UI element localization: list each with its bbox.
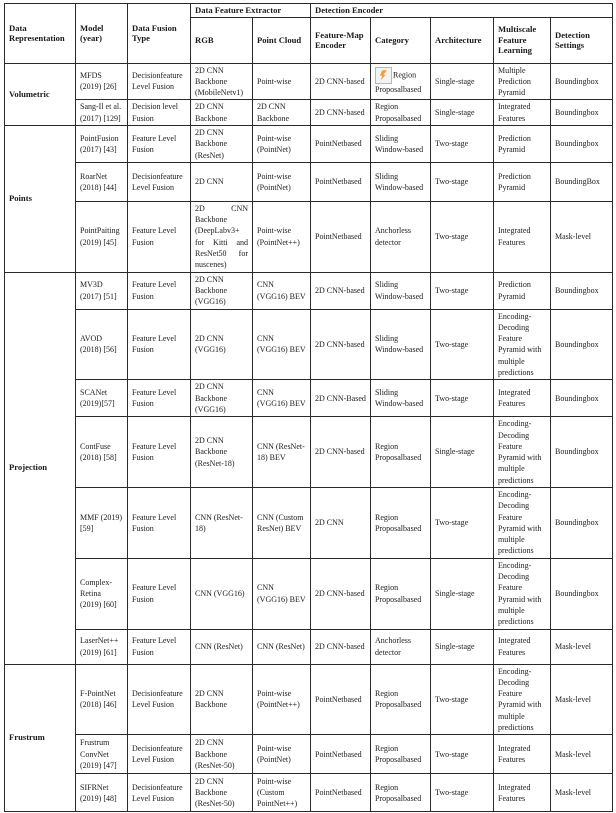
detection-settings-cell: Boundingbox [551,125,613,162]
multiscale-cell: Encoding-Decoding Feature Pyramid with multiple predictions [494,488,551,559]
fusion-cell: Decision level Fusion [128,100,191,126]
fusion-cell: Feature Level Fusion [128,417,191,488]
architecture-cell: Two-stage [431,272,494,309]
multiscale-cell: Integrated Features [494,201,551,272]
category-cell: Anchorless detector [371,201,431,272]
model-cell: LaserNet++ (2019) [61] [76,629,128,664]
category-cell: Region Proposalbased [371,488,431,559]
rgb-cell: 2D CNN [191,162,253,201]
category-cell: Anchorless detector [371,629,431,664]
rgb-cell: 2D CNN Backbone (ResNet-50) [191,735,253,774]
model-cell: Sang-Il et al. (2017) [129] [76,100,128,126]
fusion-cell: Feature Level Fusion [128,309,191,380]
model-cell: PointPaiting (2019) [45] [76,201,128,272]
architecture-cell: Two-stage [431,201,494,272]
point-cloud-cell: CNN (VGG16) BEV [253,272,311,309]
detection-settings-cell: Mask-level [551,664,613,735]
feature-map-encoder-cell: PointNetbased [311,664,371,735]
header-rgb: RGB [191,17,253,63]
header-architecture: Architecture [431,17,494,63]
point-cloud-cell: 2D CNN Backbone [253,100,311,126]
detection-settings-cell: Mask-level [551,735,613,774]
feature-map-encoder-cell: 2D CNN-based [311,309,371,380]
rgb-cell: 2D CNN Backbone (VGG16) [191,272,253,309]
multiscale-cell: Encoding-Decoding Feature Pyramid with multiple predictions [494,309,551,380]
multiscale-cell: Encoding-Decoding Feature Pyramid with multiple predictions [494,664,551,735]
header-detection-encoder: Detection Encoder [311,4,613,18]
architecture-cell: Single-stage [431,100,494,126]
detection-settings-cell: Boundingbox [551,100,613,126]
rgb-cell: 2D CNN Backbone (ResNet) [191,125,253,162]
point-cloud-cell: Point-wise [253,63,311,100]
detection-settings-cell: Boundingbox [551,63,613,100]
architecture-cell: Two-stage [431,774,494,812]
header-data-fusion-type: Data Fusion Type [128,4,191,64]
header-feature-map-encoder: Feature-Map Encoder [311,17,371,63]
category-cell: Region Proposalbased [371,558,431,629]
feature-map-encoder-cell: 2D CNN-based [311,100,371,126]
rgb-cell: 2D CNN Backbone (VGG16) [191,380,253,417]
category-cell: Sliding Window-based [371,272,431,309]
category-text: Region Proposalbased [375,70,422,95]
detection-settings-cell: Mask-level [551,629,613,664]
point-cloud-cell: Point-wise (Custom PointNet++) [253,774,311,812]
model-cell: SIFRNet (2019) [48] [76,774,128,812]
fusion-methods-table [4,3,613,812]
group-label: Projection [5,272,76,664]
fusion-cell: Decisionfeature Level Fusion [128,774,191,812]
model-cell: SCANet (2019)[57] [76,380,128,417]
multiscale-cell: Encoding-Decoding Feature Pyramid with multiple predictions [494,558,551,629]
fusion-cell: Feature Level Fusion [128,380,191,417]
multiscale-cell: Encoding-Decoding Feature Pyramid with multiple predictions [494,417,551,488]
feature-map-encoder-cell: PointNetbased [311,774,371,812]
category-cell: Sliding Window-based [371,309,431,380]
point-cloud-cell: Point-wise (PointNet) [253,125,311,162]
point-cloud-cell: CNN (ResNet) [253,629,311,664]
model-cell: ContFuse (2018) [58] [76,417,128,488]
feature-map-encoder-cell: 2D CNN-based [311,63,371,100]
feature-map-encoder-cell: PointNetbased [311,125,371,162]
header-multiscale: Multiscale Feature Learning [494,17,551,63]
fusion-cell: Decisionfeature Level Fusion [128,63,191,100]
header-data-feature-extractor: Data Feature Extractor [191,4,311,18]
category-cell: Region Proposalbased [371,417,431,488]
model-cell: MFDS (2019) [26] [76,63,128,100]
fusion-cell: Decisionfeature Level Fusion [128,664,191,735]
fusion-cell: Feature Level Fusion [128,629,191,664]
header-detection-settings: Detection Settings [551,17,613,63]
multiscale-cell: Prediction Pyramid [494,272,551,309]
rgb-cell: 2D CNN Backbone (MobileNetv1) [191,63,253,100]
detection-settings-cell: Boundingbox [551,272,613,309]
group-label: Frustrum [5,664,76,812]
architecture-cell: Single-stage [431,63,494,100]
feature-map-encoder-cell: 2D CNN-based [311,629,371,664]
point-cloud-cell: CNN (Custom ResNet) BEV [253,488,311,559]
multiscale-cell: Integrated Features [494,629,551,664]
multiscale-cell: Integrated Features [494,380,551,417]
architecture-cell: Two-stage [431,380,494,417]
point-cloud-cell: CNN (VGG16) BEV [253,380,311,417]
point-cloud-cell: CNN (VGG16) BEV [253,309,311,380]
header-data-representation: Data Representation [5,4,76,64]
feature-map-encoder-cell: 2D CNN-based [311,558,371,629]
rgb-cell: CNN (VGG16) [191,558,253,629]
fusion-cell: Feature Level Fusion [128,558,191,629]
point-cloud-cell: Point-wise (PointNet++) [253,664,311,735]
category-cell [371,63,431,100]
feature-map-encoder-cell: 2D CNN-based [311,272,371,309]
category-cell: Sliding Window-based [371,162,431,201]
feature-map-encoder-cell: PointNetbased [311,201,371,272]
rgb-cell: CNN (ResNet) [191,629,253,664]
detection-settings-cell: Boundingbox [551,417,613,488]
architecture-cell: Two-stage [431,162,494,201]
point-cloud-cell: CNN (ResNet-18) BEV [253,417,311,488]
architecture-cell: Single-stage [431,629,494,664]
multiscale-cell: Integrated Features [494,100,551,126]
detection-settings-cell: Boundingbox [551,380,613,417]
point-cloud-cell: Point-wise (PointNet) [253,735,311,774]
rgb-cell: 2D CNN Backbone (ResNet-18) [191,417,253,488]
model-cell: RoarNet (2018) [44] [76,162,128,201]
rgb-cell: 2D CNN (VGG16) [191,309,253,380]
architecture-cell: Two-stage [431,125,494,162]
category-cell: Region Proposalbased [371,735,431,774]
architecture-cell: Two-stage [431,664,494,735]
rgb-cell: 2D CNN Backbone (ResNet-50) [191,774,253,812]
category-cell: Region Proposalbased [371,664,431,735]
fusion-cell: Feature Level Fusion [128,272,191,309]
feature-map-encoder-cell: PointNetbased [311,162,371,201]
header-point-cloud: Point Cloud [253,17,311,63]
model-cell: MV3D (2017) [51] [76,272,128,309]
model-cell: F-PointNet (2018) [46] [76,664,128,735]
category-cell: Region Proposalbased [371,774,431,812]
feature-map-encoder-cell: 2D CNN-Based [311,380,371,417]
fusion-cell: Feature Level Fusion [128,201,191,272]
category-cell: Sliding Window-based [371,125,431,162]
model-cell: MMF (2019) [59] [76,488,128,559]
header-model-year: Model (year) [76,4,128,64]
model-cell: Frustrum ConvNet (2019) [47] [76,735,128,774]
rgb-cell: CNN (ResNet-18) [191,488,253,559]
point-cloud-cell: Point-wise (PointNet++) [253,201,311,272]
model-cell: PointFusion (2017) [43] [76,125,128,162]
group-label: Points [5,125,76,272]
multiscale-cell: Prediction Pyramid [494,162,551,201]
detection-settings-cell: Boundingbox [551,488,613,559]
detection-settings-cell: BoundingBox [551,162,613,201]
architecture-cell: Two-stage [431,309,494,380]
point-cloud-cell: CNN (VGG16) BEV [253,558,311,629]
rgb-cell: 2D CNN Backbone (DeepLabv3+ for Kitti and ResNet50 for nuscenes) [191,201,253,272]
multiscale-cell: Integrated Features [494,735,551,774]
multiscale-cell: Multiple Prediction Pyramid [494,63,551,100]
category-cell: Region Proposalbased [371,100,431,126]
model-cell: Complex-Retina (2019) [60] [76,558,128,629]
architecture-cell: Single-stage [431,417,494,488]
fusion-cell: Feature Level Fusion [128,488,191,559]
detection-settings-cell: Boundingbox [551,558,613,629]
multiscale-cell: Integrated Features [494,774,551,812]
feature-map-encoder-cell: 2D CNN-based [311,417,371,488]
detection-settings-cell: Mask-level [551,201,613,272]
fusion-cell: Decisionfeature Level Fusion [128,162,191,201]
rgb-cell: 2D CNN Backbone [191,100,253,126]
group-label: Volumetric [5,63,76,125]
rgb-cell: 2D CNN Backbone [191,664,253,735]
detection-settings-cell: Mask-level [551,774,613,812]
fusion-cell: Feature Level Fusion [128,125,191,162]
multiscale-cell: Prediction Pyramid [494,125,551,162]
detection-settings-cell: Boundingbox [551,309,613,380]
category-cell: Sliding Window-based [371,380,431,417]
model-cell: AVOD (2018) [56] [76,309,128,380]
lightning-icon [375,67,392,84]
architecture-cell: Single-stage [431,558,494,629]
architecture-cell: Two-stage [431,735,494,774]
point-cloud-cell: Point-wise (PointNet) [253,162,311,201]
fusion-cell: Decisionfeature Level Fusion [128,735,191,774]
feature-map-encoder-cell: 2D CNN [311,488,371,559]
feature-map-encoder-cell: PointNetbased [311,735,371,774]
header-category: Category [371,17,431,63]
architecture-cell: Two-stage [431,488,494,559]
